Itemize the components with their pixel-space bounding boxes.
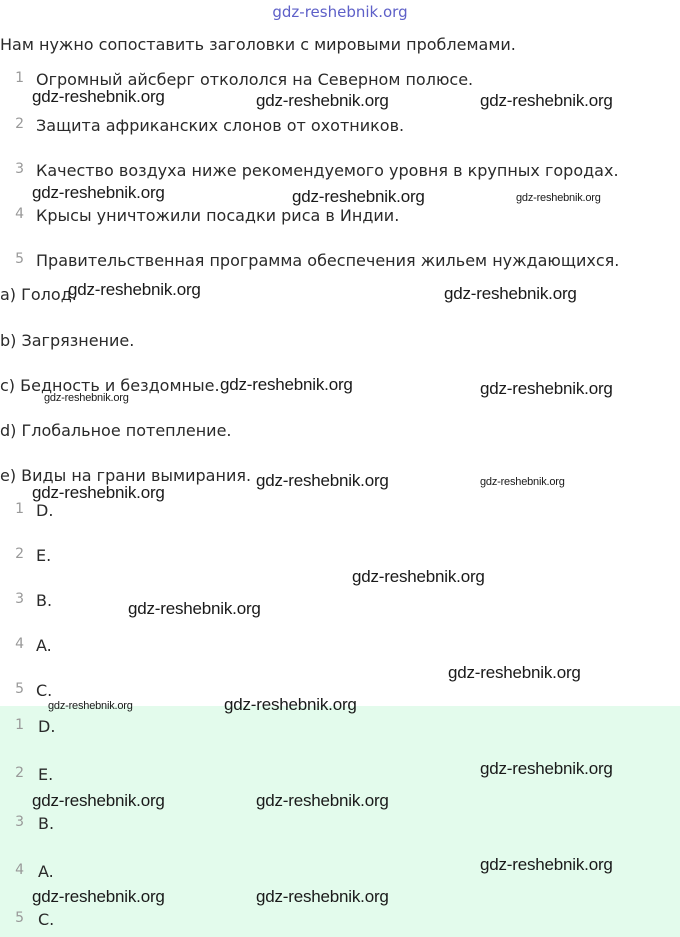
watermark: gdz-reshebnik.org <box>32 87 165 106</box>
answer-letter: B. <box>38 814 55 833</box>
watermark: gdz-reshebnik.org <box>480 379 613 398</box>
answer-number: 5 <box>15 681 24 697</box>
answer-letter: A. <box>36 636 52 655</box>
headline-number: 1 <box>15 70 24 86</box>
watermark: gdz-reshebnik.org <box>220 375 353 394</box>
watermark: gdz-reshebnik.org <box>224 695 357 714</box>
answer-number: 2 <box>15 765 24 781</box>
headline-text: Правительственная программа обеспечения жильем нуждающихся. <box>36 251 620 270</box>
problem-item: c) Бедность и бездомные. <box>0 376 220 395</box>
watermark: gdz-reshebnik.org <box>32 183 165 202</box>
answer-letter: E. <box>38 765 54 784</box>
watermark: gdz-reshebnik.org <box>480 91 613 110</box>
headline-number: 5 <box>15 251 24 267</box>
answer-number: 3 <box>15 591 24 607</box>
problem-item: b) Загрязнение. <box>0 331 135 350</box>
watermark: gdz-reshebnik.org <box>516 192 601 204</box>
headline-number: 2 <box>15 116 24 132</box>
answer-letter: B. <box>36 591 53 610</box>
watermark: gdz-reshebnik.org <box>48 700 133 712</box>
answer-letter: E. <box>36 546 52 565</box>
answer-letter: D. <box>38 717 56 736</box>
answer-number: 4 <box>15 636 24 652</box>
answer-number: 1 <box>15 501 24 517</box>
watermark: gdz-reshebnik.org <box>352 567 485 586</box>
headline-text: Огромный айсберг откололся на Северном полюсе. <box>36 70 474 89</box>
headline-number: 3 <box>15 161 24 177</box>
watermark: gdz-reshebnik.org <box>128 599 261 618</box>
answer-number: 4 <box>15 862 24 878</box>
problem-item: e) Виды на грани вымирания. <box>0 466 252 485</box>
watermark: gdz-reshebnik.org <box>448 663 581 682</box>
answer-number: 5 <box>15 910 24 926</box>
headline-number: 4 <box>15 206 24 222</box>
watermark: gdz-reshebnik.org <box>256 791 389 810</box>
watermark: gdz-reshebnik.org <box>444 284 577 303</box>
watermark: gdz-reshebnik.org <box>44 392 129 404</box>
answer-number: 1 <box>15 717 24 733</box>
headline-text: Качество воздуха ниже рекомендуемого уровня в крупных городах. <box>36 161 619 180</box>
site-title[interactable]: gdz-reshebnik.org <box>272 3 408 21</box>
watermark: gdz-reshebnik.org <box>256 471 389 490</box>
headline-text: Крысы уничтожили посадки риса в Индии. <box>36 206 400 225</box>
problem-item: d) Глобальное потепление. <box>0 421 232 440</box>
watermark: gdz-reshebnik.org <box>256 91 389 110</box>
watermark: gdz-reshebnik.org <box>480 759 613 778</box>
answer-letter: C. <box>36 681 53 700</box>
watermark: gdz-reshebnik.org <box>292 187 425 206</box>
intro-text: Нам нужно сопоставить заголовки с мировыми проблемами. <box>0 35 516 54</box>
watermark: gdz-reshebnik.org <box>32 887 165 906</box>
answer-number: 2 <box>15 546 24 562</box>
answer-letter: A. <box>38 862 54 881</box>
watermark: gdz-reshebnik.org <box>480 476 565 488</box>
watermark: gdz-reshebnik.org <box>68 280 201 299</box>
watermark: gdz-reshebnik.org <box>256 887 389 906</box>
watermark: gdz-reshebnik.org <box>480 855 613 874</box>
answer-letter: C. <box>38 910 55 929</box>
answer-letter: D. <box>36 501 54 520</box>
watermark: gdz-reshebnik.org <box>32 483 165 502</box>
answer-number: 3 <box>15 814 24 830</box>
headline-text: Защита африканских слонов от охотников. <box>36 116 405 135</box>
problem-item: a) Голод. <box>0 285 77 304</box>
watermark: gdz-reshebnik.org <box>32 791 165 810</box>
